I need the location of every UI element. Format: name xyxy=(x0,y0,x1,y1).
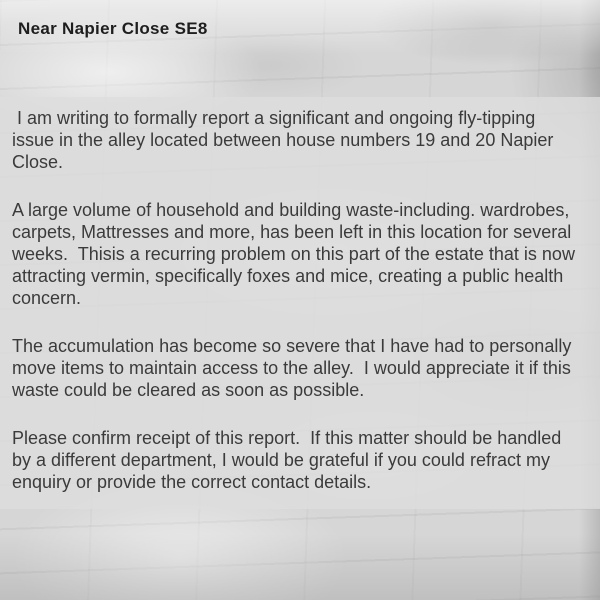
report-paragraph-intro: I am writing to formally report a significant and ongoing fly-tipping issue in the alley located between house numbers 19 and 20 Napier Close. xyxy=(12,108,559,172)
report-paragraph-waste-description: A large volume of household and building waste-including. wardrobes, carpets, Mattresses and more, has been left in this location for several weeks. Thisis a recurring problem on this part of the estate that is now attracting vermin, specifically foxes and mice, creating a public health concern. xyxy=(12,200,580,308)
report-paragraph-confirmation-request: Please confirm receipt of this report. If this matter should be handled by a different department, I would be grateful if you could refract my enquiry or provide the correct contact details. xyxy=(12,428,567,492)
report-title: Near Napier Close SE8 xyxy=(18,19,208,38)
report-body xyxy=(0,97,600,509)
report-paragraph-accumulation: The accumulation has become so severe that I have had to personally move items to maintain access to the alley. I would appreciate it if this waste could be cleared as soon as possible. xyxy=(12,336,577,400)
